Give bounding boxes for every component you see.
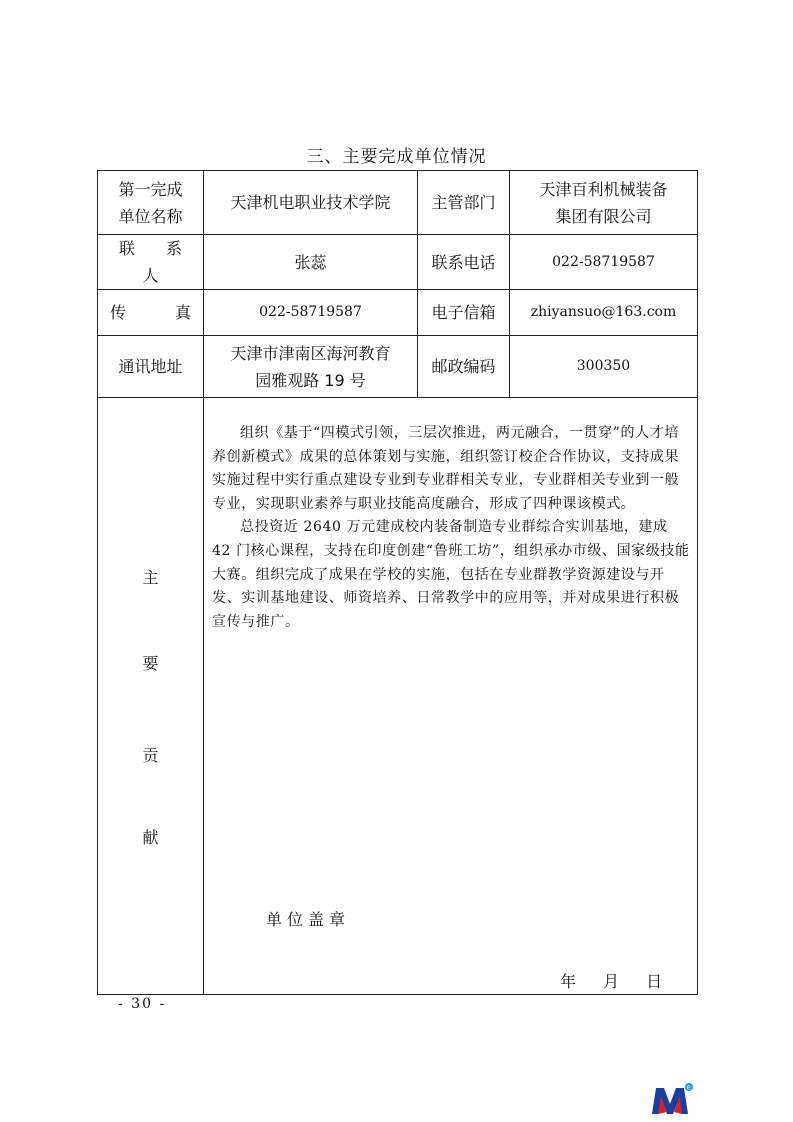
mcode-logo-icon: [650, 1082, 694, 1120]
contribution-char: 要: [142, 654, 159, 673]
date-label: 年 月 日: [560, 972, 663, 991]
unit-seal-label: 单位盖章: [266, 910, 351, 929]
dept-value-line2: 集团有限公司: [555, 206, 652, 226]
contribution-body: [204, 398, 698, 995]
address-label: 通讯地址: [98, 336, 204, 398]
address-line2: 园雅观路 19 号: [255, 370, 366, 390]
address-line1: 天津市津南区海河教育: [230, 343, 391, 363]
unit-name-label: [98, 171, 204, 235]
contribution-char: 贡: [142, 746, 159, 765]
table-row: [98, 235, 698, 290]
table-row: [98, 398, 698, 995]
email-label: 电子信箱: [418, 290, 510, 336]
postcode-label: 邮政编码: [418, 336, 510, 398]
contribution-char: 献: [142, 828, 159, 847]
section-title: 三、主要完成单位情况: [306, 147, 487, 167]
contact-value: 张蕊: [204, 235, 418, 290]
phone-value: 022-58719587: [510, 235, 698, 290]
postcode-value: 300350: [510, 336, 698, 398]
fax-value: 022-58719587: [204, 290, 418, 336]
address-value: [204, 336, 418, 398]
contribution-paragraph: 总投资近 2640 万元建成校内装备制造专业群综合实训基地，建成 42 门核心课程，支持在印度创建“鲁班工坊”，组织承办市级、国家级技能大赛。组织完成了成果在学校的实施，包括在专业群教学资源建设与开发、实训基地建设、师资培养、日常教学中的应用等，并对成果进行积极宣传与推广。: [212, 519, 690, 630]
unit-label-line1: 第一完成: [118, 179, 183, 199]
contribution-label-cell: [98, 398, 204, 995]
unit-label-line2: 单位名称: [118, 206, 183, 226]
dept-label: 主管部门: [418, 171, 510, 235]
contact-label: 联 系 人: [98, 235, 204, 290]
unit-info-table: [97, 170, 698, 995]
contribution-paragraph: 组织《基于“四模式引领，三层次推进，两元融合，一贯穿”的人才培养创新模式》成果的总体策划与实施，组织签订校企合作协议，支持成果实施过程中实行重点建设专业到专业群相关专业，专业群相关专业到一般专业，实现职业素养与职业技能高度融合，形成了四种课该模式。: [212, 425, 680, 512]
page-number: - 30 -: [118, 996, 167, 1012]
fax-label: 传 真: [98, 290, 204, 336]
svg-text:e: e: [686, 1083, 691, 1092]
email-value: zhiyansuo@163.com: [510, 290, 698, 336]
unit-name-value: 天津机电职业技术学院: [204, 171, 418, 235]
dept-value-line1: 天津百利机械装备: [539, 179, 668, 199]
contribution-char: 主: [142, 568, 159, 587]
phone-label: 联系电话: [418, 235, 510, 290]
dept-value: [510, 171, 698, 235]
table-row: [98, 171, 698, 235]
table-row: [98, 290, 698, 336]
table-row: [98, 336, 698, 398]
